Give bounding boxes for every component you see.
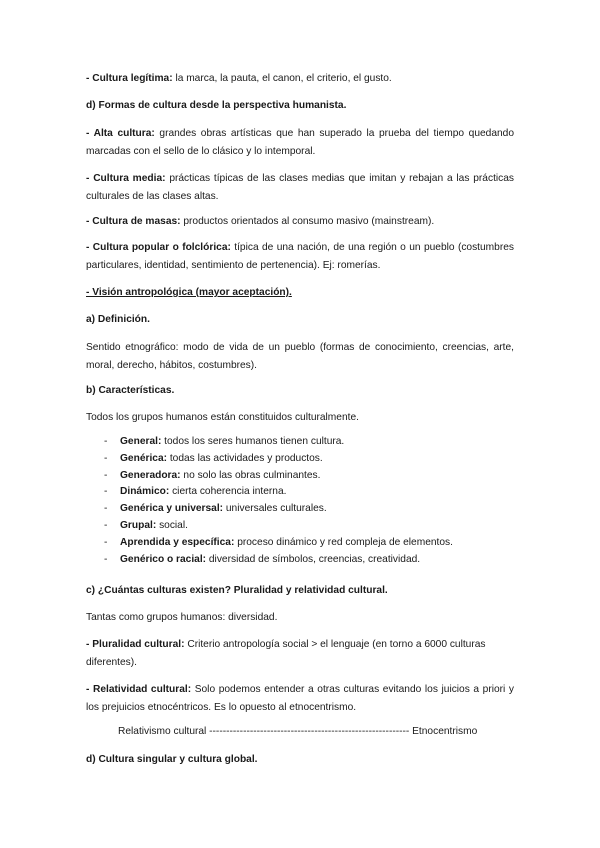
alta-cultura-text: grandes obras artísticas que han superado la prueba del tiempo quedando marcadas con el sello de lo clásico y lo intemporal. — [86, 128, 515, 157]
list-item-text: proceso dinámico y red compleja de elementos. — [234, 536, 453, 548]
cultura-legitima-text: la marca, la pauta, el canon, el criterio, el gusto. — [172, 73, 392, 84]
cultura-popular-text: típica de una nación, de una región o un pueblo (costumbres particulares, identidad, sentimiento de pertenencia). Ej: romerías. — [86, 242, 514, 271]
heading-caracteristicas: b) Características. — [86, 385, 175, 396]
heading-definicion: a) Definición. — [86, 314, 150, 325]
list-item-text: universales culturales. — [223, 503, 327, 515]
list-dash: - — [104, 519, 108, 531]
cultura-media-paragraph — [86, 170, 514, 206]
definicion-paragraph: Sentido etnográfico: modo de vida de un pueblo (formas de conocimiento, creencias, arte, moral, derecho, hábitos, costumbres). — [86, 342, 514, 371]
relativismo-etnocentrismo-line: Relativismo cultural ----------------------------------------------------------- Etnocentrismo — [118, 726, 478, 737]
list-item-text: social. — [156, 519, 188, 531]
list-item-term: Dinámico: — [120, 486, 170, 498]
list-item-term: General: — [120, 436, 162, 447]
relatividad-paragraph — [86, 681, 514, 717]
heading-cuantas-culturas: c) ¿Cuántas culturas existen? Pluralidad y relatividad cultural. — [86, 585, 388, 596]
list-item-text: todos los seres humanos tienen cultura. — [161, 436, 345, 447]
list-dash: - — [104, 486, 108, 498]
alta-cultura-term: - Alta cultura: — [86, 128, 155, 139]
list-item-term: Genérica: — [120, 452, 167, 464]
cultura-legitima-term: - Cultura legítima: — [86, 73, 173, 84]
heading-cultura-singular-global: d) Cultura singular y cultura global. — [86, 754, 258, 765]
list-item-text: todas las actividades y productos. — [167, 452, 323, 464]
caracteristicas-intro: Todos los grupos humanos están constituidos culturalmente. — [86, 412, 359, 423]
list-item-term: Aprendida y específica: — [120, 536, 235, 548]
list-item-term: Grupal: — [120, 519, 157, 531]
pluralidad-term: - Pluralidad cultural: — [86, 639, 185, 650]
list-dash: - — [104, 553, 108, 565]
list-item-term: Genérico o racial: — [120, 553, 207, 565]
list-item-term: Genérica y universal: — [120, 503, 224, 515]
tantas-paragraph: Tantas como grupos humanos: diversidad. — [86, 612, 278, 623]
list-dash: - — [104, 536, 108, 548]
list-dash: - — [104, 436, 108, 447]
list-dash: - — [104, 469, 108, 481]
cultura-popular-paragraph — [86, 239, 514, 275]
relatividad-text: Solo podemos entender a otras culturas evitando los juicios a priori y los prejuicios etnocéntricos. Es lo opuesto al etnocentrismo. — [86, 684, 515, 713]
cultura-media-text: prácticas típicas de las clases medias que imitan y rebajan a las prácticas culturales de las clases altas. — [86, 173, 515, 202]
alta-cultura-paragraph — [86, 125, 514, 161]
pluralidad-text: Criterio antropología social > el lenguaje (en torno a 6000 culturas diferentes). — [86, 639, 486, 668]
cultura-masas-paragraph — [86, 213, 514, 231]
relatividad-term: - Relatividad cultural: — [86, 684, 192, 695]
cultura-masas-text: productos orientados al consumo masivo (mainstream). — [180, 216, 435, 227]
list-dash: - — [104, 503, 108, 515]
cultura-popular-term: - Cultura popular o folclórica: — [86, 242, 231, 253]
heading-formas-cultura: d) Formas de cultura desde la perspectiva humanista. — [86, 100, 347, 111]
pluralidad-paragraph — [86, 636, 514, 672]
cultura-masas-term: - Cultura de masas: — [86, 216, 181, 227]
list-dash: - — [104, 452, 108, 464]
list-item-text: cierta coherencia interna. — [169, 486, 287, 498]
list-item-text: no solo las obras culminantes. — [180, 469, 321, 481]
heading-vision-antropologica: - Visión antropológica (mayor aceptación). — [86, 287, 292, 298]
list-item-term: Generadora: — [120, 469, 181, 481]
list-item-text: diversidad de símbolos, creencias, creatividad. — [206, 553, 421, 565]
cultura-media-term: - Cultura media: — [86, 173, 166, 184]
cultura-legitima-paragraph — [86, 70, 514, 88]
